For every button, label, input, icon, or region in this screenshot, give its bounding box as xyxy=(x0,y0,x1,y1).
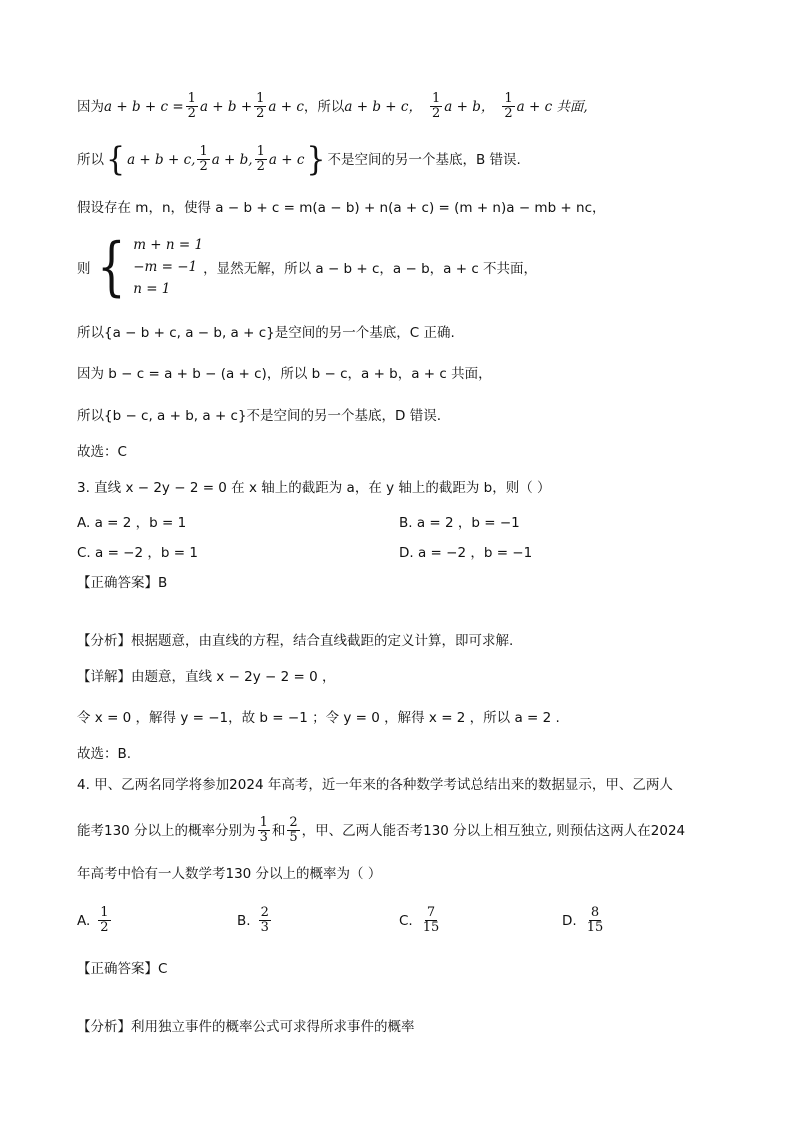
fraction-half: $\frac{1}{2}$ xyxy=(187,91,196,121)
fraction-one-third: $\frac{1}{3}$ xyxy=(259,815,268,845)
equation-system xyxy=(77,232,537,302)
detail-2: 令 x = 0 ，解得 y = −1，故 b = −1 ；令 y = 0 ，解得 x = 2 ，所以 a = 2 . xyxy=(77,710,560,726)
option-label: D. xyxy=(562,912,577,929)
fraction-half: $\frac{1}{2}$ xyxy=(256,91,265,121)
math: a + b + c, xyxy=(127,151,196,168)
math: a + b, xyxy=(211,151,253,168)
math: a + b + xyxy=(199,98,253,115)
option-label: C. xyxy=(399,912,413,929)
system-row: −m = −1 xyxy=(133,259,198,275)
math: a + c xyxy=(268,98,304,115)
detail: 【详解】由题意，直线 x − 2y − 2 = 0 ， xyxy=(77,669,336,685)
text: ，所以 xyxy=(303,98,345,115)
analysis: 【分析】利用独立事件的概率公式可求得所求事件的概率 xyxy=(77,1019,415,1035)
text: 因为 xyxy=(77,98,104,115)
option-c: C. a = −2 ，b = 1 xyxy=(77,545,198,561)
left-brace: { xyxy=(106,139,126,179)
choice-line: 故选：B. xyxy=(77,746,132,762)
fraction-half: $\frac{1}{2}$ xyxy=(431,91,441,121)
fraction-half: $\frac{1}{2}$ xyxy=(504,91,513,121)
option-d xyxy=(562,906,607,935)
solution-line-5: 所以{a − b + c, a − b, a + c}是空间的另一个基底，C 正确. xyxy=(77,325,455,341)
option-d: D. a = −2 ，b = −1 xyxy=(399,545,533,561)
system-row: n = 1 xyxy=(133,281,171,297)
answer: 【正确答案】B xyxy=(77,575,168,591)
fraction-two-fifths: $\frac{2}{5}$ xyxy=(289,815,298,845)
text: 所以 xyxy=(77,151,104,168)
solution-line-7: 所以{b − c, a + b, a + c}不是空间的另一个基底，D 错误. xyxy=(77,408,442,424)
option-b: B. a = 2 ，b = −1 xyxy=(399,515,520,531)
math: a + b + c， xyxy=(344,98,422,115)
option-a xyxy=(77,906,113,935)
text: 不是空间的另一个基底，B 错误. xyxy=(327,151,521,168)
option-label: B. xyxy=(237,912,251,929)
analysis: 【分析】根据题意，由直线的方程，结合直线截距的定义计算，即可求解. xyxy=(77,633,514,649)
fraction-half: $\frac{1}{2}$ xyxy=(199,144,208,174)
math: a + c xyxy=(268,151,305,168)
answer: 【正确答案】C xyxy=(77,961,168,977)
question-4-stem-2 xyxy=(77,816,685,845)
math: a + c 共面, xyxy=(516,98,588,115)
fraction-half: $\frac{1}{2}$ xyxy=(256,144,265,174)
right-brace: } xyxy=(306,139,326,179)
question-4-stem-3: 年高考中恰有一人数学考130 分以上的概率为（ ） xyxy=(77,866,382,882)
system-row: m + n = 1 xyxy=(133,237,204,253)
option-fraction: $\frac{2}{3}$ xyxy=(260,905,269,935)
option-c xyxy=(399,906,443,935)
text: 和 xyxy=(271,822,286,839)
option-fraction: $\frac{8}{15}$ xyxy=(586,905,604,935)
question-4-stem-1: 4. 甲、乙两名同学将参加2024 年高考，近一年来的各种数学考试总结出来的数据显示，甲、乙两人 xyxy=(77,777,673,793)
math: a + b， xyxy=(444,98,495,115)
system-brace: { xyxy=(96,230,126,304)
choice-line: 故选：C xyxy=(77,444,127,460)
math: a + b + c = xyxy=(104,98,184,115)
solution-line-3: 假设存在 m，n，使得 a − b + c = m(a − b) + n(a + c) = (m + n)a − mb + nc， xyxy=(77,200,606,216)
solution-line-6: 因为 b − c = a + b − (a + c)，所以 b − c，a + b，a + c 共面， xyxy=(77,366,492,382)
option-a: A. a = 2 ，b = 1 xyxy=(77,515,187,531)
solution-line-2 xyxy=(77,139,521,179)
text: ，甲、乙两人能否考130 分以上相互独立, 则预估这两人在2024 xyxy=(301,822,686,839)
solution-line-1 xyxy=(77,92,588,121)
text: 能考130 分以上的概率分别为 xyxy=(77,822,256,839)
option-b xyxy=(237,906,273,935)
text: 则 xyxy=(77,261,91,277)
text: ，显然无解，所以 a − b + c，a − b，a + c 不共面， xyxy=(203,261,538,277)
option-fraction: $\frac{1}{2}$ xyxy=(100,905,109,935)
question-3-stem: 3. 直线 x − 2y − 2 = 0 在 x 轴上的截距为 a，在 y 轴上的截距为 b，则（ ） xyxy=(77,480,551,496)
option-fraction: $\frac{7}{15}$ xyxy=(422,905,440,935)
system-rows xyxy=(133,234,203,300)
option-label: A. xyxy=(77,912,91,929)
